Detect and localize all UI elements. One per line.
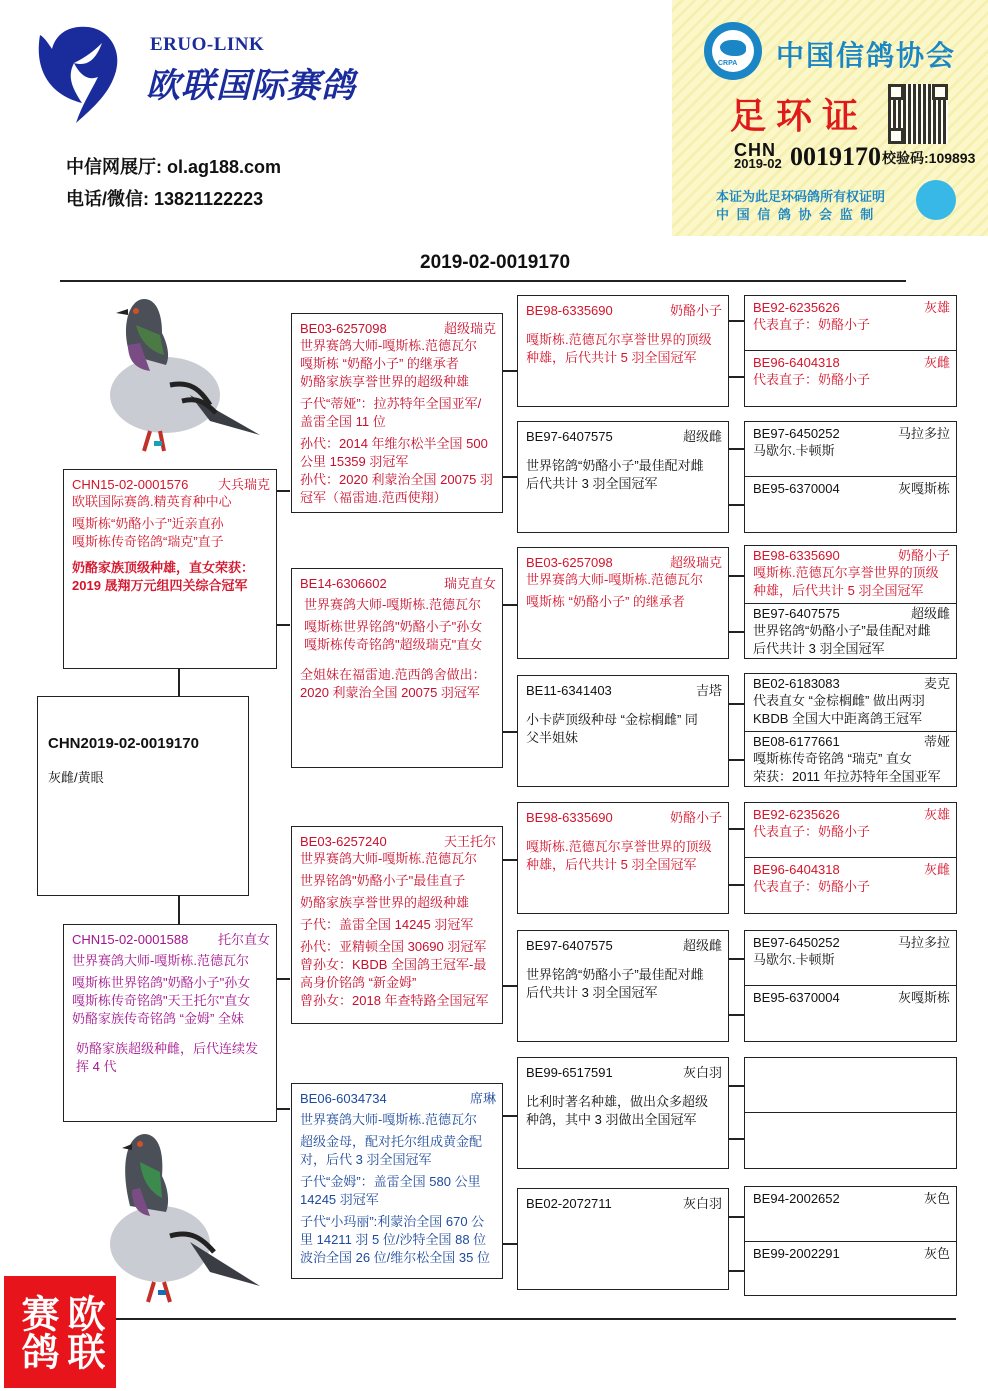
pedigree-line: 曾孙女：KBDB 全国鸽王冠军-最	[300, 957, 487, 972]
crpa-emblem: CRPA	[704, 22, 762, 80]
dam-highlight: 奶酪家族超级种雌，后代连续发	[76, 1041, 259, 1056]
pigeon-name: 席琳	[469, 1091, 496, 1106]
pedigree-line: 世界铭鸽“奶酪小子”最佳配对雌	[526, 458, 704, 473]
phone-info: 电话/微信: 13821122223	[66, 189, 264, 209]
ring-number: BE11-6341403	[526, 683, 612, 698]
pigeon-icon	[70, 285, 270, 465]
certificate-org: 中国信鸽协会	[776, 40, 957, 71]
sire-ring: CHN15-02-0001576	[72, 477, 189, 492]
tree-connector	[502, 731, 518, 733]
ring-number: BE98-6335690	[526, 303, 613, 318]
tree-connector	[178, 668, 180, 698]
pigeon-name: 天王托尔	[443, 834, 496, 849]
dam-line: 奶酪家族传奇铭鸽 “金姆” 全妹	[72, 1011, 244, 1026]
pedigree-line: 公里 15359 羽冠军	[300, 454, 409, 469]
pedigree-line: 世界铭鸽“奶酪小子”最佳配对雌	[753, 623, 931, 638]
tree-connector	[728, 448, 744, 450]
ring-certificate	[672, 0, 988, 236]
pigeon-name: 灰雌	[923, 355, 950, 370]
pedigree-line: 代表直子：奶酪小子	[753, 317, 871, 332]
ring-number: BE95-6370004	[753, 481, 840, 496]
pedigree-line: 世界铭鸽“奶酪小子”最佳配对雌	[526, 967, 704, 982]
gen4-card[interactable]	[745, 732, 956, 786]
gen2-card[interactable]	[291, 568, 503, 768]
gen4-card[interactable]	[745, 931, 956, 986]
pedigree-line: 小卡萨顶级种母 “金棕榈雌” 同	[526, 712, 698, 727]
certificate-number: 0019170	[790, 142, 881, 171]
tree-connector	[276, 490, 290, 492]
gen3-card[interactable]	[517, 421, 729, 533]
sire-line: 嘎斯栋传奇铭鸽“瑞克”直子	[72, 534, 224, 549]
ring-number: BE03-6257098	[526, 555, 613, 570]
pedigree-line: 荣获：2011 年拉苏特年全国亚军	[753, 769, 941, 784]
ring-number: BE98-6335690	[753, 548, 840, 563]
tree-connector	[728, 828, 744, 830]
pedigree-line: 代表直子：奶酪小子	[753, 879, 871, 894]
pedigree-line: 波治全国 26 位/维尔松全国 35 位	[300, 1250, 490, 1265]
gen4-card[interactable]	[745, 674, 956, 732]
gen4-card-empty[interactable]	[745, 1113, 956, 1167]
gen4-card[interactable]	[745, 1242, 956, 1294]
tree-connector	[502, 370, 518, 372]
pedigree-line: 奶酪家族享誉世界的超级种雄	[300, 374, 470, 389]
tree-connector	[728, 884, 744, 886]
sire-name: 大兵瑞克	[217, 477, 270, 492]
gen3-card[interactable]	[517, 1057, 729, 1169]
dam-line: 嘎斯栋传奇铭鸽"天王托尔"直女	[72, 993, 251, 1008]
pigeon-name: 超级雌	[682, 938, 722, 953]
pigeon-name: 超级瑞克	[443, 321, 496, 336]
gen3-card[interactable]	[517, 930, 729, 1042]
dam-card[interactable]	[63, 924, 277, 1122]
pedigree-line: 里 14211 羽 5 位/沙特全国 88 位	[300, 1232, 487, 1247]
gen4-card[interactable]	[745, 422, 956, 477]
pedigree-line: 嘎斯栋传奇铭鸽 “瑞克” 直女	[753, 751, 912, 766]
gen4-card[interactable]	[745, 986, 956, 1040]
pigeon-name: 奶酪小子	[669, 810, 722, 825]
ring-number: BE02-2072711	[526, 1196, 612, 1211]
dove-logo-icon	[30, 15, 140, 125]
pedigree-line: 盖雷全国 11 位	[300, 414, 386, 429]
pedigree-line: 代表直子：奶酪小子	[753, 824, 871, 839]
tree-connector	[728, 631, 744, 633]
pedigree-line: 子代“小玛丽”:利蒙治全国 670 公	[300, 1214, 485, 1229]
ring-number: BE95-6370004	[753, 990, 840, 1005]
pedigree-line: 子代：盖雷全国 14245 羽冠军	[300, 917, 474, 932]
gen4-pair	[744, 295, 957, 407]
ring-number: BE98-6335690	[526, 810, 613, 825]
pigeon-name: 灰嘎斯栋	[897, 481, 950, 496]
gen4-pair	[744, 673, 957, 787]
ring-number: BE99-6517591	[526, 1065, 613, 1080]
dam-name: 托尔直女	[217, 932, 270, 947]
hologram-seal-icon	[916, 180, 956, 220]
tree-connector	[502, 985, 518, 987]
dam-line: 嘎斯栋世界铭鸽"奶酪小子"孙女	[72, 975, 251, 990]
pigeon-name: 奶酪小子	[669, 303, 722, 318]
gen3-card[interactable]	[517, 802, 729, 914]
sire-highlight: 2019 晟翔万元组四关综合冠军	[72, 578, 248, 593]
gen4-card[interactable]	[745, 803, 956, 858]
tree-connector	[276, 1108, 290, 1110]
tree-connector	[728, 1270, 744, 1272]
pedigree-line: 孙代：2014 年维尔松半全国 500	[300, 436, 488, 451]
ring-number: BE06-6034734	[300, 1091, 387, 1106]
ring-number: BE02-6183083	[753, 676, 840, 691]
pedigree-line: 2020 利蒙治全国 20075 羽冠军	[300, 685, 480, 700]
brand-logo	[30, 15, 140, 125]
pigeon-name: 灰嘎斯栋	[897, 990, 950, 1005]
pigeon-name: 灰雌	[923, 862, 950, 877]
gen4-card[interactable]	[745, 477, 956, 531]
title-underline	[60, 280, 906, 282]
pedigree-line: 世界赛鸽大师-嘎斯栋.范德瓦尔	[526, 572, 703, 587]
pedigree-line: 马歇尔.卡顿斯	[753, 443, 835, 458]
pedigree-line: KBDB 全国大中距离鸽王冠军	[753, 711, 923, 726]
gen4-pair	[744, 802, 957, 914]
gen3-card[interactable]	[517, 675, 729, 787]
pedigree-line: 嘎斯栋.范德瓦尔享誉世界的顶级	[753, 565, 939, 580]
pedigree-line: 代表直子：奶酪小子	[753, 372, 871, 387]
pedigree-line: 超级金母，配对托尔组成黄金配	[300, 1134, 483, 1149]
tree-connector	[728, 759, 744, 761]
check-code: 校验码:109893	[882, 150, 976, 166]
footer-divider	[36, 1318, 956, 1320]
pedigree-line: 父半姐妹	[526, 730, 579, 745]
tree-connector	[728, 575, 744, 577]
sire-line: 嘎斯栋“奶酪小子”近亲直孙	[72, 516, 224, 531]
pedigree-line: 子代“蒂娅”：拉苏特年全国亚军/	[300, 396, 482, 411]
gen2-card[interactable]	[291, 826, 503, 1024]
red-seal-stamp	[4, 1276, 116, 1388]
pedigree-line: 曾孙女：2018 年查特路全国冠军	[300, 993, 489, 1008]
showroom-info: 中信网展厅: ol.ag188.com	[66, 157, 282, 177]
ring-number: BE99-2002291	[753, 1246, 840, 1261]
certificate-note1: 本证为此足环码鸽所有权证明	[716, 189, 886, 204]
tree-connector	[276, 978, 290, 980]
pedigree-line: 嘎斯栋世界铭鸽"奶酪小子"孙女	[304, 619, 483, 634]
certificate-prefix-top: CHN	[734, 140, 776, 160]
pedigree-line: 冠军（福雷迪.范西使翔）	[300, 490, 447, 505]
pedigree-line: 高身价铭鸽 “新金姆”	[300, 975, 417, 990]
pedigree-line: 嘎斯栋.范德瓦尔享誉世界的顶级	[526, 839, 712, 854]
tree-connector	[728, 958, 744, 960]
gen3-card[interactable]	[517, 1188, 729, 1290]
ring-number: BE03-6257098	[300, 321, 387, 336]
pedigree-line: 嘎斯栋传奇铭鸽"超级瑞克"直女	[304, 637, 483, 652]
dam-highlight: 挥 4 代	[76, 1059, 117, 1074]
pedigree-line: 世界铭鸽"奶酪小子"最佳直子	[300, 873, 466, 888]
pedigree-line: 种雄，后代共计 5 羽全国冠军	[526, 857, 697, 872]
page-title: 2019-02-0019170	[420, 252, 571, 273]
subject-card[interactable]	[37, 696, 249, 896]
pedigree-line: 奶酪家族享誉世界的超级种雄	[300, 895, 470, 910]
tree-connector	[728, 320, 744, 322]
pigeon-name: 灰白羽	[682, 1065, 722, 1080]
subject-ring: CHN2019-02-0019170	[48, 735, 199, 752]
tree-connector	[276, 624, 290, 626]
tree-connector	[728, 376, 744, 378]
pedigree-line: 后代共计 3 羽全国冠军	[526, 476, 658, 491]
pigeon-name: 超级雌	[910, 606, 950, 621]
gen4-card[interactable]	[745, 858, 956, 912]
sire-card[interactable]	[63, 469, 277, 669]
gen4-pair	[744, 421, 957, 533]
pedigree-line: 比利时著名种雄，做出众多超级	[526, 1094, 709, 1109]
tree-connector	[728, 1138, 744, 1140]
pedigree-line: 世界赛鸽大师-嘎斯栋.范德瓦尔	[300, 851, 477, 866]
certificate-prefix-bottom: 2019-02	[734, 156, 782, 171]
pedigree-line: 马歇尔.卡顿斯	[753, 952, 835, 967]
ring-number: BE97-6450252	[753, 935, 840, 950]
gen4-card[interactable]	[745, 296, 956, 351]
pedigree-line: 对，后代 3 羽全国冠军	[300, 1152, 432, 1167]
ring-number: BE92-6235626	[753, 807, 840, 822]
brand-chinese: 欧联国际赛鸽	[146, 67, 356, 105]
gen4-card[interactable]	[745, 351, 956, 405]
pedigree-line: 孙代：2020 利蒙治全国 20075 羽	[300, 472, 493, 487]
dam-ring: CHN15-02-0001588	[72, 932, 189, 947]
gen3-card[interactable]	[517, 295, 729, 407]
subject-desc: 灰雌/黄眼	[48, 770, 104, 785]
tree-connector	[728, 504, 744, 506]
pigeon-name: 吉塔	[695, 683, 722, 698]
ring-number: BE97-6450252	[753, 426, 840, 441]
sire-highlight: 奶酪家族顶级种雄，直女荣获：	[72, 560, 255, 575]
tree-connector	[728, 1085, 744, 1087]
gen2-card[interactable]	[291, 1083, 503, 1279]
gen4-card[interactable]	[745, 604, 956, 658]
pedigree-line: 种鸽，其中 3 羽做出全国冠军	[526, 1112, 697, 1127]
pigeon-name: 灰色	[923, 1246, 950, 1261]
qr-code	[888, 84, 948, 144]
pedigree-line: 嘎斯栋 “奶酪小子” 的继承者	[526, 594, 685, 609]
pedigree-line: 后代共计 3 羽全国冠军	[526, 985, 658, 1000]
pigeon-name: 奶酪小子	[897, 548, 950, 563]
seal-text: 欧联赛鸽	[15, 1294, 103, 1370]
ring-number: BE97-6407575	[526, 938, 613, 953]
pedigree-line: 后代共计 3 羽全国冠军	[753, 641, 885, 656]
pigeon-name: 瑞克直女	[443, 576, 496, 591]
pedigree-line: 嘎斯栋 “奶酪小子” 的继承者	[300, 356, 459, 371]
tree-connector	[728, 703, 744, 705]
tree-connector	[178, 895, 180, 925]
ring-number: BE96-6404318	[753, 355, 840, 370]
pigeon-name: 麦克	[923, 676, 950, 691]
brand-english: ERUO-LINK	[150, 34, 265, 55]
certificate-title: 足环证	[730, 96, 869, 136]
tree-connector	[502, 1243, 518, 1245]
pedigree-line: 代表直女 “金棕榈雌” 做出两羽	[753, 693, 925, 708]
pigeon-name: 马拉多拉	[897, 426, 950, 441]
ring-number: BE03-6257240	[300, 834, 387, 849]
ring-number: BE14-6306602	[300, 576, 387, 591]
pedigree-line: 子代“金姆”：盖雷全国 580 公里	[300, 1174, 481, 1189]
pigeon-name: 灰雄	[923, 300, 950, 315]
gen4-card[interactable]	[745, 1187, 956, 1242]
tree-connector	[728, 1216, 744, 1218]
gen4-pair	[744, 1186, 957, 1296]
dam-line: 世界赛鸽大师-嘎斯栋.范德瓦尔	[72, 953, 249, 968]
pigeon-name: 灰雄	[923, 807, 950, 822]
pedigree-line: 种雄，后代共计 5 羽全国冠军	[526, 350, 697, 365]
gen4-pair	[744, 545, 957, 659]
tree-connector	[502, 476, 518, 478]
ring-number: BE97-6407575	[753, 606, 840, 621]
ring-number: BE97-6407575	[526, 429, 613, 444]
gen2-card[interactable]	[291, 313, 503, 513]
sire-line: 欧联国际赛鸽.精英育种中心	[72, 494, 232, 509]
pigeon-name: 超级雌	[682, 429, 722, 444]
gen3-card[interactable]	[517, 547, 729, 659]
pedigree-line: 世界赛鸽大师-嘎斯栋.范德瓦尔	[304, 597, 481, 612]
pigeon-name: 灰白羽	[682, 1196, 722, 1211]
gen4-pair	[744, 1057, 957, 1169]
pedigree-line: 嘎斯栋.范德瓦尔享誉世界的顶级	[526, 332, 712, 347]
pedigree-line: 全姐妹在福雷迪.范西鸽舍做出：	[300, 667, 486, 682]
gen4-pair	[744, 930, 957, 1042]
pedigree-line: 14245 羽冠军	[300, 1192, 379, 1207]
ring-number: BE08-6177661	[753, 734, 840, 749]
tree-connector	[728, 1014, 744, 1016]
pigeon-name: 马拉多拉	[897, 935, 950, 950]
gen4-card[interactable]	[745, 546, 956, 604]
ring-number: BE92-6235626	[753, 300, 840, 315]
pigeon-name: 蒂娅	[923, 734, 950, 749]
tree-connector	[502, 859, 518, 861]
tree-connector	[502, 1115, 518, 1117]
ring-number: BE96-6404318	[753, 862, 840, 877]
gen4-card-empty[interactable]	[745, 1058, 956, 1113]
sire-photo	[70, 285, 270, 465]
pedigree-line: 世界赛鸽大师-嘎斯栋.范德瓦尔	[300, 338, 477, 353]
tree-connector	[502, 604, 518, 606]
pedigree-line: 种雄，后代共计 5 羽全国冠军	[753, 583, 924, 598]
ring-number: BE94-2002652	[753, 1191, 840, 1206]
pedigree-line: 世界赛鸽大师-嘎斯栋.范德瓦尔	[300, 1112, 477, 1127]
pedigree-line: 孙代：亚精顿全国 30690 羽冠军	[300, 939, 487, 954]
pigeon-name: 灰色	[923, 1191, 950, 1206]
pigeon-name: 超级瑞克	[669, 555, 722, 570]
certificate-note2: 中 国 信 鸽 协 会 监 制	[716, 207, 876, 222]
